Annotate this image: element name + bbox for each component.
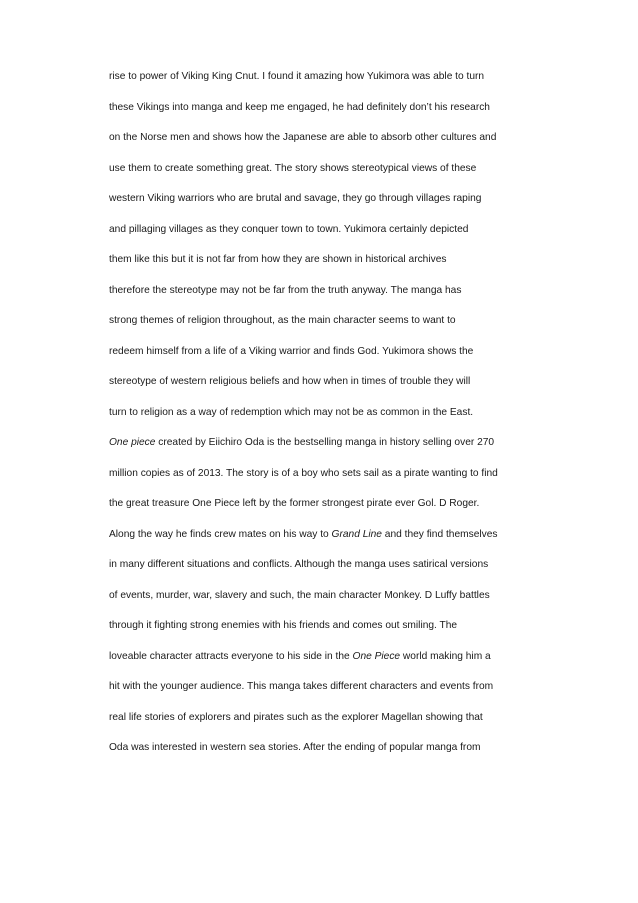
text-line bbox=[109, 520, 549, 551]
text-line bbox=[109, 642, 549, 673]
text-line bbox=[109, 93, 549, 124]
paragraph bbox=[109, 62, 549, 428]
text-line bbox=[109, 489, 549, 520]
text-line bbox=[109, 154, 549, 185]
body-text: hit with the younger audience. This manga takes different characters and events from bbox=[109, 681, 494, 692]
text-line bbox=[109, 245, 549, 276]
text-line bbox=[109, 337, 549, 368]
text-line bbox=[109, 398, 549, 429]
text-line bbox=[109, 611, 549, 642]
text-line bbox=[109, 428, 549, 459]
body-text: through it fighting strong enemies with his friends and comes out smiling. The bbox=[109, 620, 458, 631]
italic-title-text: One piece bbox=[109, 437, 156, 448]
text-line bbox=[109, 367, 549, 398]
italic-title-text: One Piece bbox=[352, 650, 401, 662]
body-text: rise to power of Viking King Cnut. I found it amazing how Yukimora was able to turn bbox=[109, 71, 485, 82]
body-text: the great treasure One Piece left by the former strongest pirate ever Gol. D Roger. bbox=[109, 498, 480, 509]
text-line bbox=[109, 550, 549, 581]
body-text: Along the way he finds crew mates on his way to bbox=[109, 528, 332, 540]
body-text: loveable character attracts everyone to his side in the bbox=[109, 650, 353, 662]
body-text: real life stories of explorers and pirates such as the explorer Magellan showing that bbox=[109, 711, 483, 723]
body-text: and pillaging villages as they conquer town to town. Yukimora certainly depicted bbox=[109, 223, 469, 235]
body-text: million copies as of 2013. The story is of a boy who sets sail as a pirate wanting to find bbox=[109, 467, 498, 479]
body-text: and they find themselves bbox=[381, 528, 498, 540]
body-text: them like this but it is not far from how they are shown in historical archives bbox=[109, 254, 447, 265]
text-line bbox=[109, 733, 549, 764]
italic-title-text: Grand Line bbox=[331, 528, 382, 540]
body-text: created by Eiichiro Oda is the bestselling manga in history selling over 270 bbox=[155, 437, 495, 448]
body-text: Oda was interested in western sea stories. After the ending of popular manga from bbox=[109, 742, 481, 753]
text-line bbox=[109, 581, 549, 612]
body-text: strong themes of religion throughout, as the main character seems to want to bbox=[109, 315, 456, 326]
body-text: world making him a bbox=[400, 650, 491, 662]
text-line bbox=[109, 703, 549, 734]
text-line bbox=[109, 215, 549, 246]
body-text: turn to religion as a way of redemption which may not be as common in the East. bbox=[109, 406, 474, 418]
document-body bbox=[109, 62, 549, 764]
text-line bbox=[109, 123, 549, 154]
text-line bbox=[109, 184, 549, 215]
body-text: use them to create something great. The story shows stereotypical views of these bbox=[109, 162, 477, 174]
text-line bbox=[109, 306, 549, 337]
body-text: in many different situations and conflicts. Although the manga uses satirical versions bbox=[109, 559, 489, 570]
text-line bbox=[109, 459, 549, 490]
body-text: these Vikings into manga and keep me engaged, he had definitely don’t his research bbox=[109, 101, 490, 113]
body-text: therefore the stereotype may not be far from the truth anyway. The manga has bbox=[109, 284, 462, 296]
text-line bbox=[109, 62, 549, 93]
paragraph bbox=[109, 428, 549, 764]
body-text: western Viking warriors who are brutal and savage, they go through villages raping bbox=[109, 193, 482, 204]
text-line bbox=[109, 276, 549, 307]
body-text: on the Norse men and shows how the Japanese are able to absorb other cultures and bbox=[109, 132, 497, 143]
body-text: redeem himself from a life of a Viking warrior and finds God. Yukimora shows the bbox=[109, 345, 474, 357]
body-text: of events, murder, war, slavery and such, the main character Monkey. D Luffy battles bbox=[109, 589, 490, 601]
text-line bbox=[109, 672, 549, 703]
body-text: stereotype of western religious beliefs and how when in times of trouble they will bbox=[109, 376, 471, 387]
